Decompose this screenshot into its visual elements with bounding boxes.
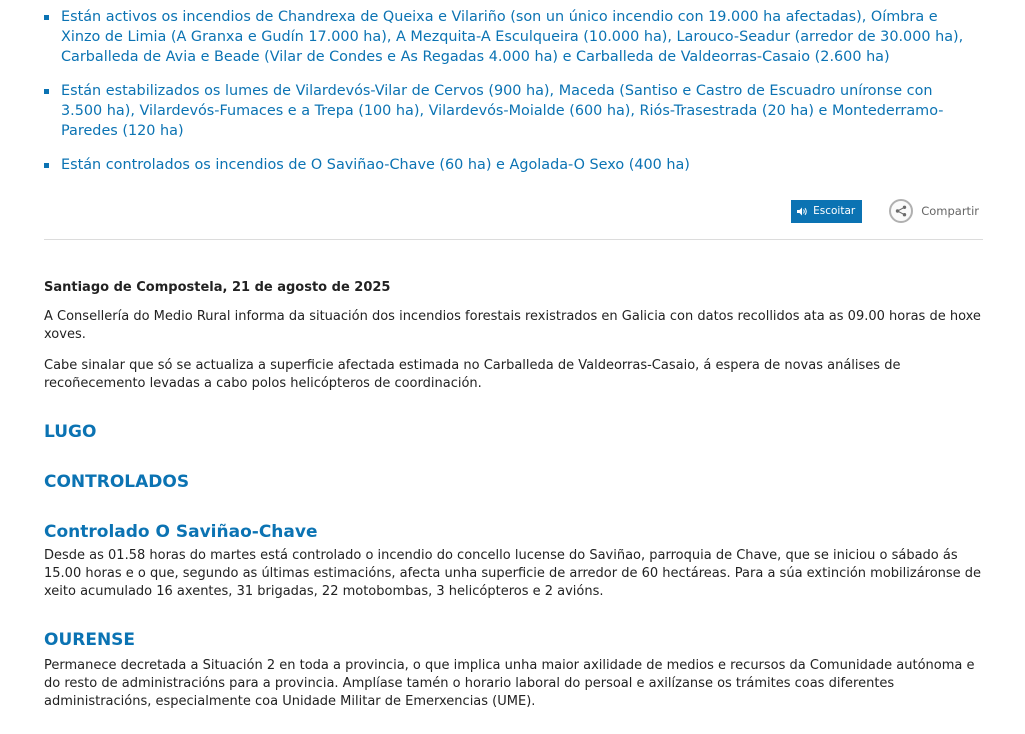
listen-label: Escoitar <box>813 205 856 217</box>
article-actions <box>791 199 979 223</box>
dateline: Santiago de Compostela, 21 de agosto de 2025 <box>44 280 391 295</box>
summary-item-controlled: Están controlados os incendios de O Saviñao-Chave (60 ha) e Agolada-O Sexo (400 ha) <box>44 155 964 175</box>
note-paragraph: Cabe sinalar que só se actualiza a superficie afectada estimada no Carballeda de Valdeorras-Casaio, á espera de novas análises de recoñecemento levadas a cabo polos helicópteros de coordinación. <box>44 358 901 391</box>
speaker-icon <box>797 207 808 216</box>
share-button[interactable] <box>889 199 979 223</box>
summary-item-active: Están activos os incendios de Chandrexa de Queixa e Vilariño (son un único incendio con 19.000 ha afectadas), Oímbra e Xinzo de Limia (A Granxa e Gudín 17.000 ha), A Mezquita-A Esculqueira (10.000 ha), Larouco-Seadur (arredor de 30.000 ha), Carballeda de Avia e Beade (Vilar de Condes e As Regadas 4.000 ha) e Carballeda de Valdeorras-Casaio (2.600 ha) <box>44 7 964 67</box>
lugo-heading: LUGO <box>44 422 97 442</box>
ourense-paragraph: Permanece decretada a Situación 2 en toda a provincia, o que implica unha maior axilidade de medios e recursos da Comunidade autónoma e do resto de administracións para a provincia. Amplíase tamén o horario laboral do persoal e axilízanse os trámites coas diferentes administracións, especialmente coa Unidade Militar de Emerxencias (UME). <box>44 658 975 709</box>
share-label: Compartir <box>921 204 979 218</box>
divider <box>44 239 983 240</box>
savinao-paragraph: Desde as 01.58 horas do martes está controlado o incendio do concello lucense do Saviñao, parroquia de Chave, que se iniciou o sábado ás 15.00 horas e o que, segundo as últimas estimacións, afecta unha superficie de arredor de 60 hectáreas. Para a súa extinción mobilizáronse de xeito acumulado 16 axentes, 31 brigadas, 22 motobombas, 3 helicópteros e 2 avións. <box>44 548 982 599</box>
controlados-heading: CONTROLADOS <box>44 472 190 492</box>
summary-item-stabilized: Están estabilizados os lumes de Vilardevós-Vilar de Cervos (900 ha), Maceda (Santiso e Castro de Escuadro uníronse con 3.500 ha), Vilardevós-Fumaces e a Trepa (100 ha), Vilardevós-Moialde (600 ha), Riós-Trasestrada (20 ha) e Montederramo-Paredes (120 ha) <box>44 81 964 141</box>
share-icon <box>889 199 913 223</box>
savinao-heading: Controlado O Saviñao-Chave <box>44 522 318 542</box>
article-body <box>44 278 984 724</box>
intro-paragraph: A Consellería do Medio Rural informa da situación dos incendios forestais rexistrados en Galicia con datos recollidos ata as 09.00 horas de hoxe xoves. <box>44 309 981 342</box>
summary-list <box>44 7 964 189</box>
listen-button[interactable] <box>791 200 862 223</box>
ourense-heading: OURENSE <box>44 630 136 650</box>
